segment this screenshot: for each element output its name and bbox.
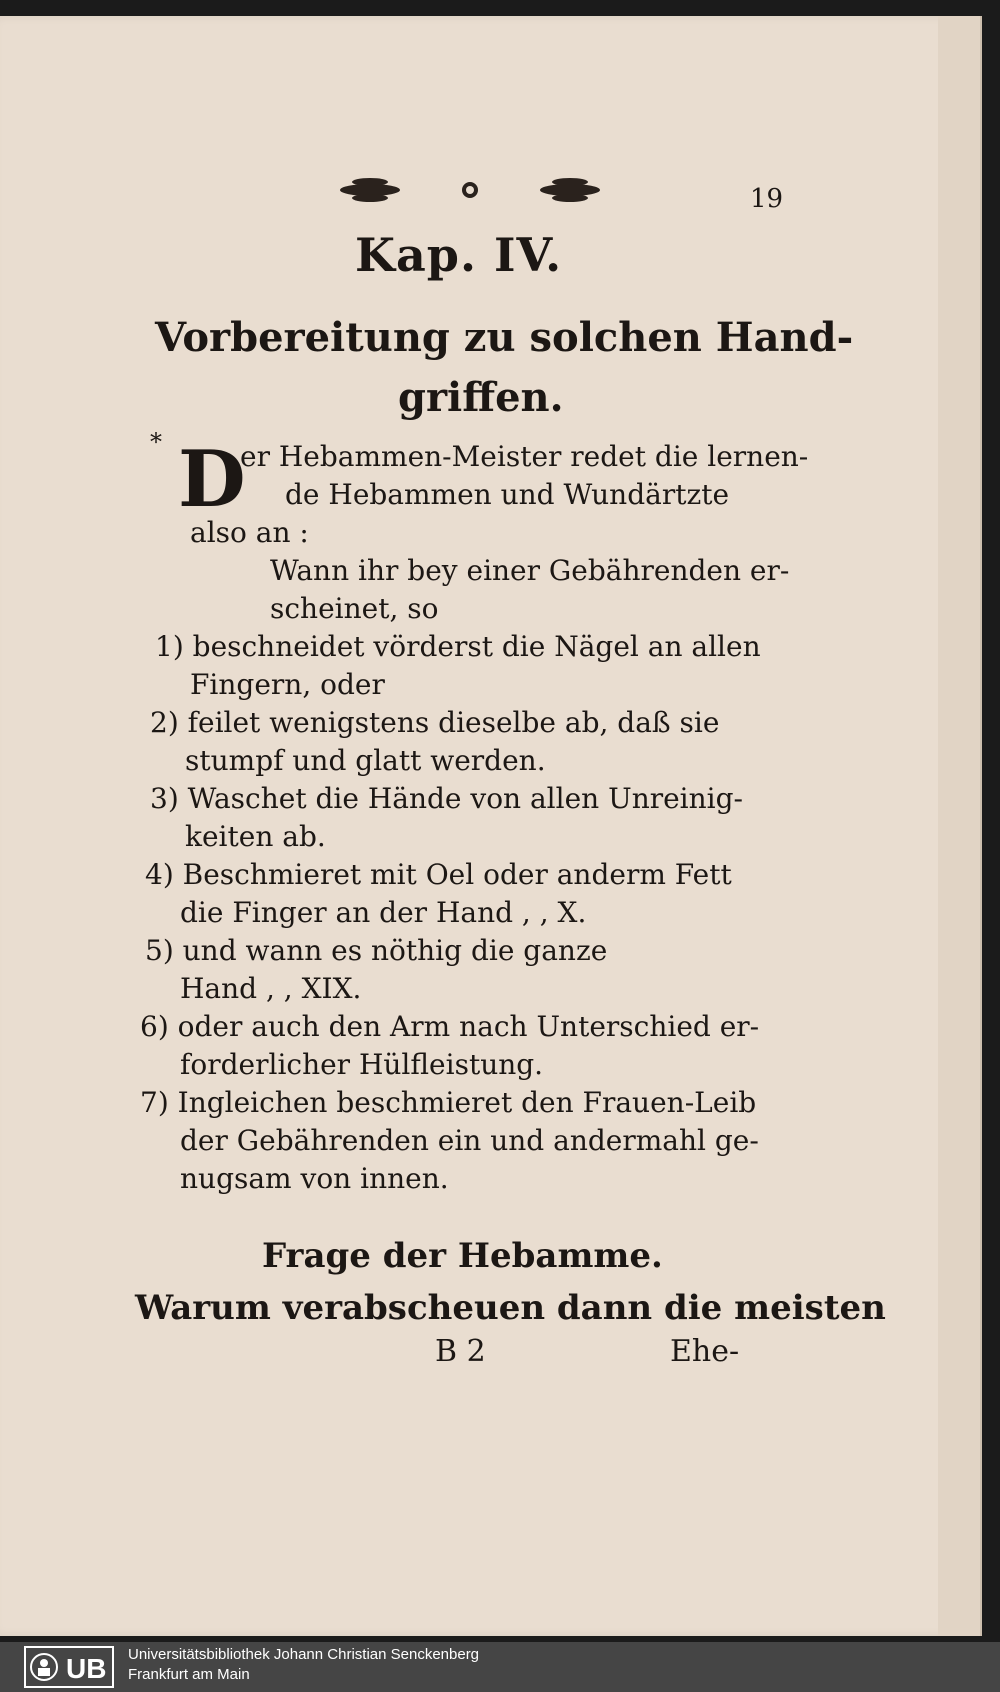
body-line-2: de Hebammen und Wundärtzte [285, 478, 730, 511]
drop-cap: D [178, 434, 246, 525]
body-line-1: er Hebammen-Meister redet die lernen- [240, 440, 809, 473]
ornament-header [330, 170, 610, 210]
body-line-5: scheinet, so [270, 592, 439, 625]
section-heading-line2: griffen. [398, 374, 564, 421]
ub-logo-icon [24, 1646, 114, 1688]
body-line-15: Hand , , XIX. [180, 972, 362, 1005]
body-line-8: 2) feilet wenigstens dieselbe ab, daß sie [150, 706, 720, 739]
page-edge [938, 16, 980, 1636]
body-line-20: nugsam von innen. [180, 1162, 449, 1195]
logo-text: UB [66, 1653, 107, 1684]
catchword: Ehe- [670, 1334, 740, 1369]
library-footer [0, 1642, 1000, 1692]
footnote-asterisk: * [150, 428, 162, 456]
body-line-6: 1) beschneidet vörderst die Nägel an allen [155, 630, 761, 663]
body-line-18: 7) Ingleichen beschmieret den Frauen-Leib [140, 1086, 757, 1119]
body-line-14: 5) und wann es nöthig die ganze [145, 934, 608, 967]
question-line: Warum verabscheuen dann die meisten [135, 1288, 886, 1328]
body-line-10: 3) Waschet die Hände von allen Unreinig- [150, 782, 744, 815]
body-line-17: forderlicher Hülfleistung. [180, 1048, 544, 1081]
question-title: Frage der Hebamme. [262, 1236, 663, 1276]
library-city: Frankfurt am Main [128, 1666, 250, 1683]
body-line-19: der Gebährenden ein und andermahl ge- [180, 1124, 759, 1157]
body-line-16: 6) oder auch den Arm nach Unterschied er- [140, 1010, 760, 1043]
library-name: Universitätsbibliothek Johann Christian Senckenberg [128, 1646, 480, 1663]
book-page [0, 16, 982, 1636]
body-line-13: die Finger an der Hand , , X. [180, 896, 587, 929]
body-line-7: Fingern, oder [190, 668, 385, 701]
body-line-9: stumpf und glatt werden. [185, 744, 546, 777]
signature-mark: B 2 [435, 1334, 486, 1369]
chapter-title: Kap. IV. [355, 228, 563, 282]
body-line-11: keiten ab. [185, 820, 326, 853]
body-line-4: Wann ihr bey einer Gebährenden er- [270, 554, 790, 587]
section-heading-line1: Vorbereitung zu solchen Hand- [155, 314, 854, 361]
body-line-3: also an : [190, 516, 309, 549]
body-line-12: 4) Beschmieret mit Oel oder anderm Fett [145, 858, 732, 891]
page-number: 19 [750, 184, 784, 214]
